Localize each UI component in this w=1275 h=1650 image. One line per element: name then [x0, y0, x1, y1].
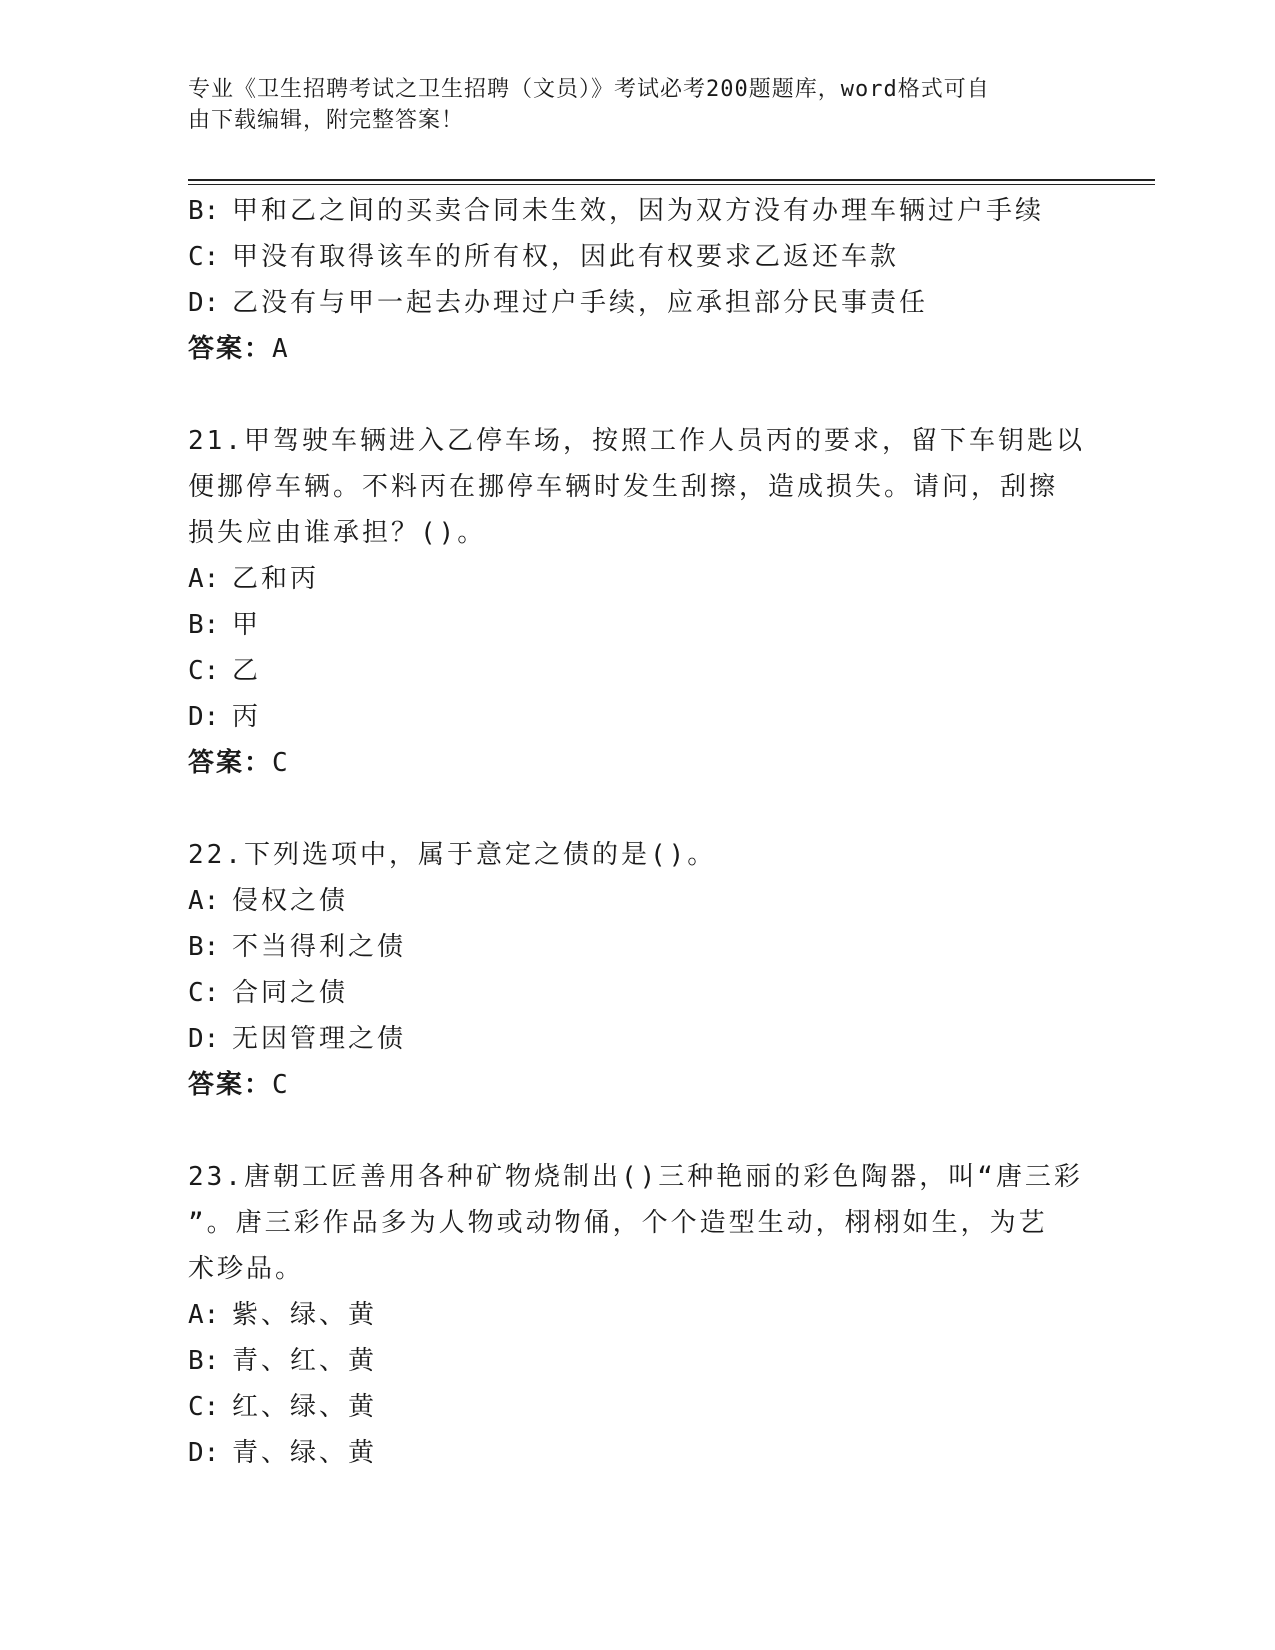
question-stem-line: 便挪停车辆。不料丙在挪停车辆时发生刮擦，造成损失。请问，刮擦	[188, 472, 1059, 502]
header-divider-thick	[188, 179, 1155, 181]
option-c: C: 合同之债	[188, 978, 349, 1008]
option-c: C: 乙	[188, 656, 262, 686]
option-d: D: 乙没有与甲一起去办理过户手续，应承担部分民事责任	[188, 288, 929, 318]
question-22	[188, 832, 1088, 1108]
option-d: D: 丙	[188, 702, 262, 732]
question-stem-line: 22.下列选项中，属于意定之债的是()。	[188, 840, 717, 870]
header-intro-line-2: 由下载编辑，附完整答案！	[188, 108, 465, 133]
question-stem-line: 损失应由谁承担？()。	[188, 518, 487, 548]
question-23	[188, 1154, 1088, 1476]
option-a: A: 乙和丙	[188, 564, 320, 594]
question-stem-line: 23.唐朝工匠善用各种矿物烧制出()三种艳丽的彩色陶器，叫“唐三彩	[188, 1162, 1083, 1192]
option-c: C: 甲没有取得该车的所有权，因此有权要求乙返还车款	[188, 242, 900, 272]
option-d: D: 无因管理之债	[188, 1024, 407, 1054]
header-divider-thin	[188, 184, 1155, 185]
option-b: B: 甲和乙之间的买卖合同未生效，因为双方没有办理车辆过户手续	[188, 196, 1045, 226]
question-stem-line: 21.甲驾驶车辆进入乙停车场，按照工作人员丙的要求，留下车钥匙以	[188, 426, 1085, 456]
option-c: C: 红、绿、黄	[188, 1392, 378, 1422]
question-20-partial	[188, 188, 1088, 372]
option-a: A: 侵权之债	[188, 886, 349, 916]
answer-line: 答案：C	[188, 748, 288, 778]
question-stem-line: ”。唐三彩作品多为人物或动物俑，个个造型生动，栩栩如生，为艺	[188, 1208, 1048, 1238]
option-b: B: 不当得利之债	[188, 932, 407, 962]
option-a: A: 紫、绿、黄	[188, 1300, 378, 1330]
answer-line: 答案：C	[188, 1070, 288, 1100]
answer-line: 答案：A	[188, 334, 288, 364]
option-b: B: 甲	[188, 610, 262, 640]
question-list	[188, 188, 1088, 1476]
option-d: D: 青、绿、黄	[188, 1438, 378, 1468]
question-stem-line: 术珍品。	[188, 1254, 305, 1284]
question-21	[188, 418, 1088, 786]
header-intro-line-1: 专业《卫生招聘考试之卫生招聘（文员）》考试必考200题题库，word格式可自	[188, 77, 990, 102]
document-header	[188, 74, 1088, 136]
option-b: B: 青、红、黄	[188, 1346, 378, 1376]
